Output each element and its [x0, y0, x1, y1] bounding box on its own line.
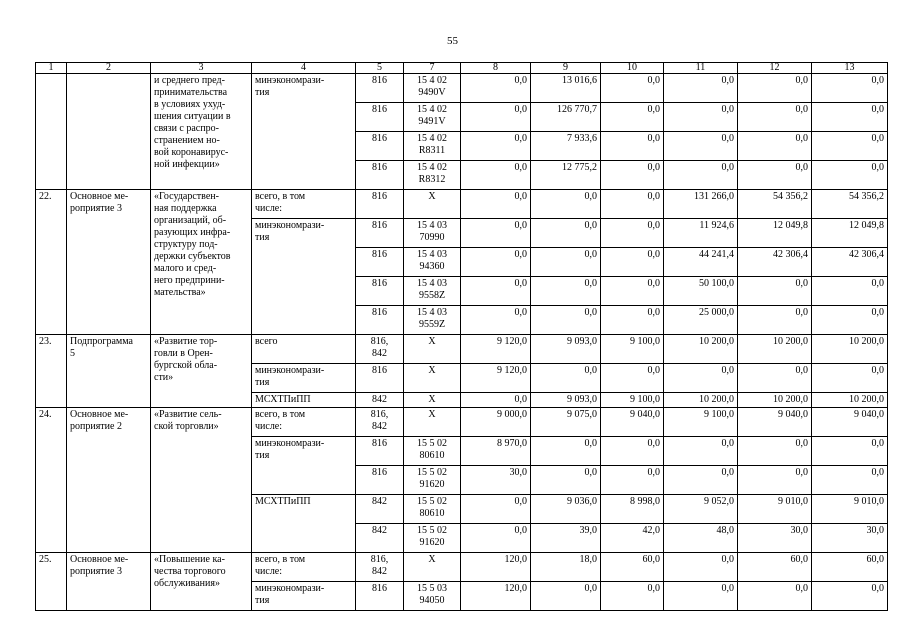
value-cell: 0,0 — [531, 466, 601, 495]
value-cell: 9 120,0 — [461, 364, 531, 393]
value-cell: 12 775,2 — [531, 161, 601, 190]
executor-cell: минэкономрази- тия — [252, 364, 356, 393]
csr-cell: 15 5 02 80610 — [404, 437, 461, 466]
value-cell: 9 040,0 — [738, 408, 812, 437]
budget-table — [35, 62, 888, 611]
value-cell: 44 241,4 — [664, 248, 738, 277]
measure-name-cell: «Развитие тор- говли в Орен- бургской обла- сти» — [151, 335, 252, 408]
value-cell: 0,0 — [601, 582, 664, 611]
value-cell: 120,0 — [461, 553, 531, 582]
grbs-cell: 816 — [356, 437, 404, 466]
value-cell: 30,0 — [812, 524, 888, 553]
value-cell: 42,0 — [601, 524, 664, 553]
value-cell: 0,0 — [531, 190, 601, 219]
value-cell: 0,0 — [531, 437, 601, 466]
grbs-cell: 816 — [356, 364, 404, 393]
value-cell: 0,0 — [601, 219, 664, 248]
value-cell: 0,0 — [601, 248, 664, 277]
table-row — [36, 335, 888, 364]
value-cell: 25 000,0 — [664, 306, 738, 335]
value-cell: 0,0 — [738, 103, 812, 132]
row-number-cell: 22. — [36, 190, 67, 335]
value-cell: 0,0 — [461, 248, 531, 277]
csr-cell: 15 4 03 9558Z — [404, 277, 461, 306]
value-cell: 0,0 — [812, 364, 888, 393]
column-header: 4 — [252, 63, 356, 74]
grbs-cell: 816 — [356, 277, 404, 306]
value-cell: 11 924,6 — [664, 219, 738, 248]
value-cell: 0,0 — [664, 364, 738, 393]
csr-cell: Х — [404, 553, 461, 582]
value-cell: 0,0 — [738, 437, 812, 466]
measure-name-cell: «Государствен- ная поддержка организаций, об- разующих инфра- структуру под- держки субъектов малого и сред- него предприни- мательства» — [151, 190, 252, 335]
value-cell: 9 100,0 — [601, 335, 664, 364]
value-cell: 10 200,0 — [664, 393, 738, 408]
csr-cell: 15 4 02 9490V — [404, 74, 461, 103]
executor-cell: всего, в том числе: — [252, 190, 356, 219]
header-row — [36, 63, 888, 74]
value-cell: 0,0 — [812, 437, 888, 466]
grbs-cell: 816, 842 — [356, 335, 404, 364]
column-header: 8 — [461, 63, 531, 74]
grbs-cell: 816 — [356, 582, 404, 611]
row-number-cell: 25. — [36, 553, 67, 611]
grbs-cell: 816 — [356, 132, 404, 161]
csr-cell: Х — [404, 393, 461, 408]
grbs-cell: 816 — [356, 190, 404, 219]
column-header: 2 — [67, 63, 151, 74]
value-cell: 54 356,2 — [738, 190, 812, 219]
value-cell: 0,0 — [461, 190, 531, 219]
value-cell: 54 356,2 — [812, 190, 888, 219]
grbs-cell: 816 — [356, 103, 404, 132]
value-cell: 0,0 — [461, 393, 531, 408]
grbs-cell: 816 — [356, 161, 404, 190]
csr-cell: 15 4 02 R8312 — [404, 161, 461, 190]
value-cell: 0,0 — [461, 103, 531, 132]
csr-cell: 15 5 02 91620 — [404, 466, 461, 495]
csr-cell: 15 5 03 94050 — [404, 582, 461, 611]
value-cell: 0,0 — [738, 277, 812, 306]
value-cell: 0,0 — [664, 582, 738, 611]
csr-cell: Х — [404, 364, 461, 393]
value-cell: 9 093,0 — [531, 335, 601, 364]
status-cell: Основное ме- роприятие 3 — [67, 553, 151, 611]
status-cell: Основное ме- роприятие 3 — [67, 190, 151, 335]
status-cell: Основное ме- роприятие 2 — [67, 408, 151, 553]
value-cell: 120,0 — [461, 582, 531, 611]
value-cell: 0,0 — [531, 364, 601, 393]
value-cell: 0,0 — [601, 161, 664, 190]
csr-cell: Х — [404, 335, 461, 364]
grbs-cell: 816 — [356, 306, 404, 335]
value-cell: 7 933,6 — [531, 132, 601, 161]
column-header: 9 — [531, 63, 601, 74]
csr-cell: 15 4 02 9491V — [404, 103, 461, 132]
column-header: 3 — [151, 63, 252, 74]
value-cell: 60,0 — [601, 553, 664, 582]
value-cell: 9 052,0 — [664, 495, 738, 524]
value-cell: 0,0 — [738, 364, 812, 393]
table-row — [36, 408, 888, 437]
value-cell: 0,0 — [461, 161, 531, 190]
table-row — [36, 553, 888, 582]
value-cell: 0,0 — [601, 103, 664, 132]
column-header: 13 — [812, 63, 888, 74]
value-cell: 0,0 — [812, 466, 888, 495]
value-cell: 9 040,0 — [601, 408, 664, 437]
value-cell: 126 770,7 — [531, 103, 601, 132]
value-cell: 0,0 — [664, 466, 738, 495]
csr-cell: 15 5 02 80610 — [404, 495, 461, 524]
value-cell: 42 306,4 — [738, 248, 812, 277]
measure-name-cell: «Повышение ка- чества торгового обслуживания» — [151, 553, 252, 611]
value-cell: 10 200,0 — [812, 335, 888, 364]
value-cell: 0,0 — [461, 277, 531, 306]
column-header: 1 — [36, 63, 67, 74]
value-cell: 60,0 — [812, 553, 888, 582]
value-cell: 9 000,0 — [461, 408, 531, 437]
value-cell: 0,0 — [461, 306, 531, 335]
value-cell: 8 970,0 — [461, 437, 531, 466]
value-cell: 0,0 — [812, 161, 888, 190]
value-cell: 0,0 — [461, 74, 531, 103]
value-cell: 0,0 — [531, 306, 601, 335]
value-cell: 0,0 — [461, 219, 531, 248]
column-header: 11 — [664, 63, 738, 74]
executor-cell: МСХТПиПП — [252, 393, 356, 408]
value-cell: 0,0 — [664, 161, 738, 190]
executor-cell: минэкономрази- тия — [252, 74, 356, 190]
grbs-cell: 842 — [356, 393, 404, 408]
executor-cell: МСХТПиПП — [252, 495, 356, 553]
value-cell: 9 010,0 — [812, 495, 888, 524]
value-cell: 9 040,0 — [812, 408, 888, 437]
csr-cell: 15 4 03 94360 — [404, 248, 461, 277]
value-cell: 0,0 — [601, 306, 664, 335]
value-cell: 0,0 — [738, 74, 812, 103]
grbs-cell: 842 — [356, 495, 404, 524]
table-row — [36, 190, 888, 219]
value-cell: 9 100,0 — [601, 393, 664, 408]
executor-cell: всего — [252, 335, 356, 364]
grbs-cell: 842 — [356, 524, 404, 553]
value-cell: 10 200,0 — [738, 335, 812, 364]
column-header: 5 — [356, 63, 404, 74]
value-cell: 0,0 — [664, 74, 738, 103]
csr-cell: 15 4 03 70990 — [404, 219, 461, 248]
value-cell: 30,0 — [738, 524, 812, 553]
row-number-cell: 23. — [36, 335, 67, 408]
value-cell: 0,0 — [461, 495, 531, 524]
value-cell: 0,0 — [531, 248, 601, 277]
value-cell: 48,0 — [664, 524, 738, 553]
value-cell: 0,0 — [531, 219, 601, 248]
value-cell: 9 093,0 — [531, 393, 601, 408]
value-cell: 0,0 — [812, 277, 888, 306]
grbs-cell: 816, 842 — [356, 553, 404, 582]
value-cell: 0,0 — [601, 364, 664, 393]
value-cell: 0,0 — [812, 306, 888, 335]
value-cell: 9 036,0 — [531, 495, 601, 524]
executor-cell: минэкономрази- тия — [252, 219, 356, 335]
csr-cell: 15 5 02 91620 — [404, 524, 461, 553]
value-cell: 12 049,8 — [812, 219, 888, 248]
page-number: 55 — [447, 35, 458, 47]
value-cell: 0,0 — [601, 74, 664, 103]
value-cell: 18,0 — [531, 553, 601, 582]
value-cell: 0,0 — [601, 190, 664, 219]
row-number-cell — [36, 74, 67, 190]
executor-cell: минэкономрази- тия — [252, 582, 356, 611]
value-cell: 0,0 — [601, 277, 664, 306]
value-cell: 0,0 — [812, 582, 888, 611]
value-cell: 0,0 — [738, 161, 812, 190]
executor-cell: всего, в том числе: — [252, 408, 356, 437]
column-header: 10 — [601, 63, 664, 74]
table-row — [36, 74, 888, 103]
value-cell: 0,0 — [812, 132, 888, 161]
value-cell: 0,0 — [738, 582, 812, 611]
value-cell: 0,0 — [461, 132, 531, 161]
value-cell: 0,0 — [812, 74, 888, 103]
status-cell: Подпрограмма 5 — [67, 335, 151, 408]
value-cell: 9 010,0 — [738, 495, 812, 524]
status-cell — [67, 74, 151, 190]
value-cell: 10 200,0 — [812, 393, 888, 408]
value-cell: 0,0 — [664, 103, 738, 132]
value-cell: 13 016,6 — [531, 74, 601, 103]
grbs-cell: 816 — [356, 74, 404, 103]
grbs-cell: 816, 842 — [356, 408, 404, 437]
grbs-cell: 816 — [356, 466, 404, 495]
value-cell: 39,0 — [531, 524, 601, 553]
csr-cell: Х — [404, 408, 461, 437]
column-header: 12 — [738, 63, 812, 74]
csr-cell: 15 4 03 9559Z — [404, 306, 461, 335]
value-cell: 0,0 — [664, 437, 738, 466]
value-cell: 10 200,0 — [738, 393, 812, 408]
value-cell: 0,0 — [664, 132, 738, 161]
value-cell: 0,0 — [812, 103, 888, 132]
value-cell: 0,0 — [738, 306, 812, 335]
value-cell: 50 100,0 — [664, 277, 738, 306]
measure-name-cell: «Развитие сель- ской торговли» — [151, 408, 252, 553]
value-cell: 8 998,0 — [601, 495, 664, 524]
value-cell: 9 100,0 — [664, 408, 738, 437]
column-header: 7 — [404, 63, 461, 74]
value-cell: 9 120,0 — [461, 335, 531, 364]
csr-cell: Х — [404, 190, 461, 219]
value-cell: 0,0 — [738, 132, 812, 161]
value-cell: 0,0 — [738, 466, 812, 495]
value-cell: 0,0 — [531, 277, 601, 306]
value-cell: 10 200,0 — [664, 335, 738, 364]
csr-cell: 15 4 02 R8311 — [404, 132, 461, 161]
value-cell: 0,0 — [601, 466, 664, 495]
value-cell: 42 306,4 — [812, 248, 888, 277]
value-cell: 9 075,0 — [531, 408, 601, 437]
executor-cell: всего, в том числе: — [252, 553, 356, 582]
value-cell: 0,0 — [461, 524, 531, 553]
value-cell: 60,0 — [738, 553, 812, 582]
value-cell: 0,0 — [664, 553, 738, 582]
grbs-cell: 816 — [356, 219, 404, 248]
measure-name-cell: и среднего пред- принимательства в условиях ухуд- шения ситуации в связи с распро- странением но- вой коронавирус- ной инфекции» — [151, 74, 252, 190]
value-cell: 131 266,0 — [664, 190, 738, 219]
executor-cell: минэкономрази- тия — [252, 437, 356, 495]
row-number-cell: 24. — [36, 408, 67, 553]
value-cell: 0,0 — [601, 437, 664, 466]
value-cell: 12 049,8 — [738, 219, 812, 248]
value-cell: 0,0 — [601, 132, 664, 161]
value-cell: 0,0 — [531, 582, 601, 611]
grbs-cell: 816 — [356, 248, 404, 277]
value-cell: 30,0 — [461, 466, 531, 495]
